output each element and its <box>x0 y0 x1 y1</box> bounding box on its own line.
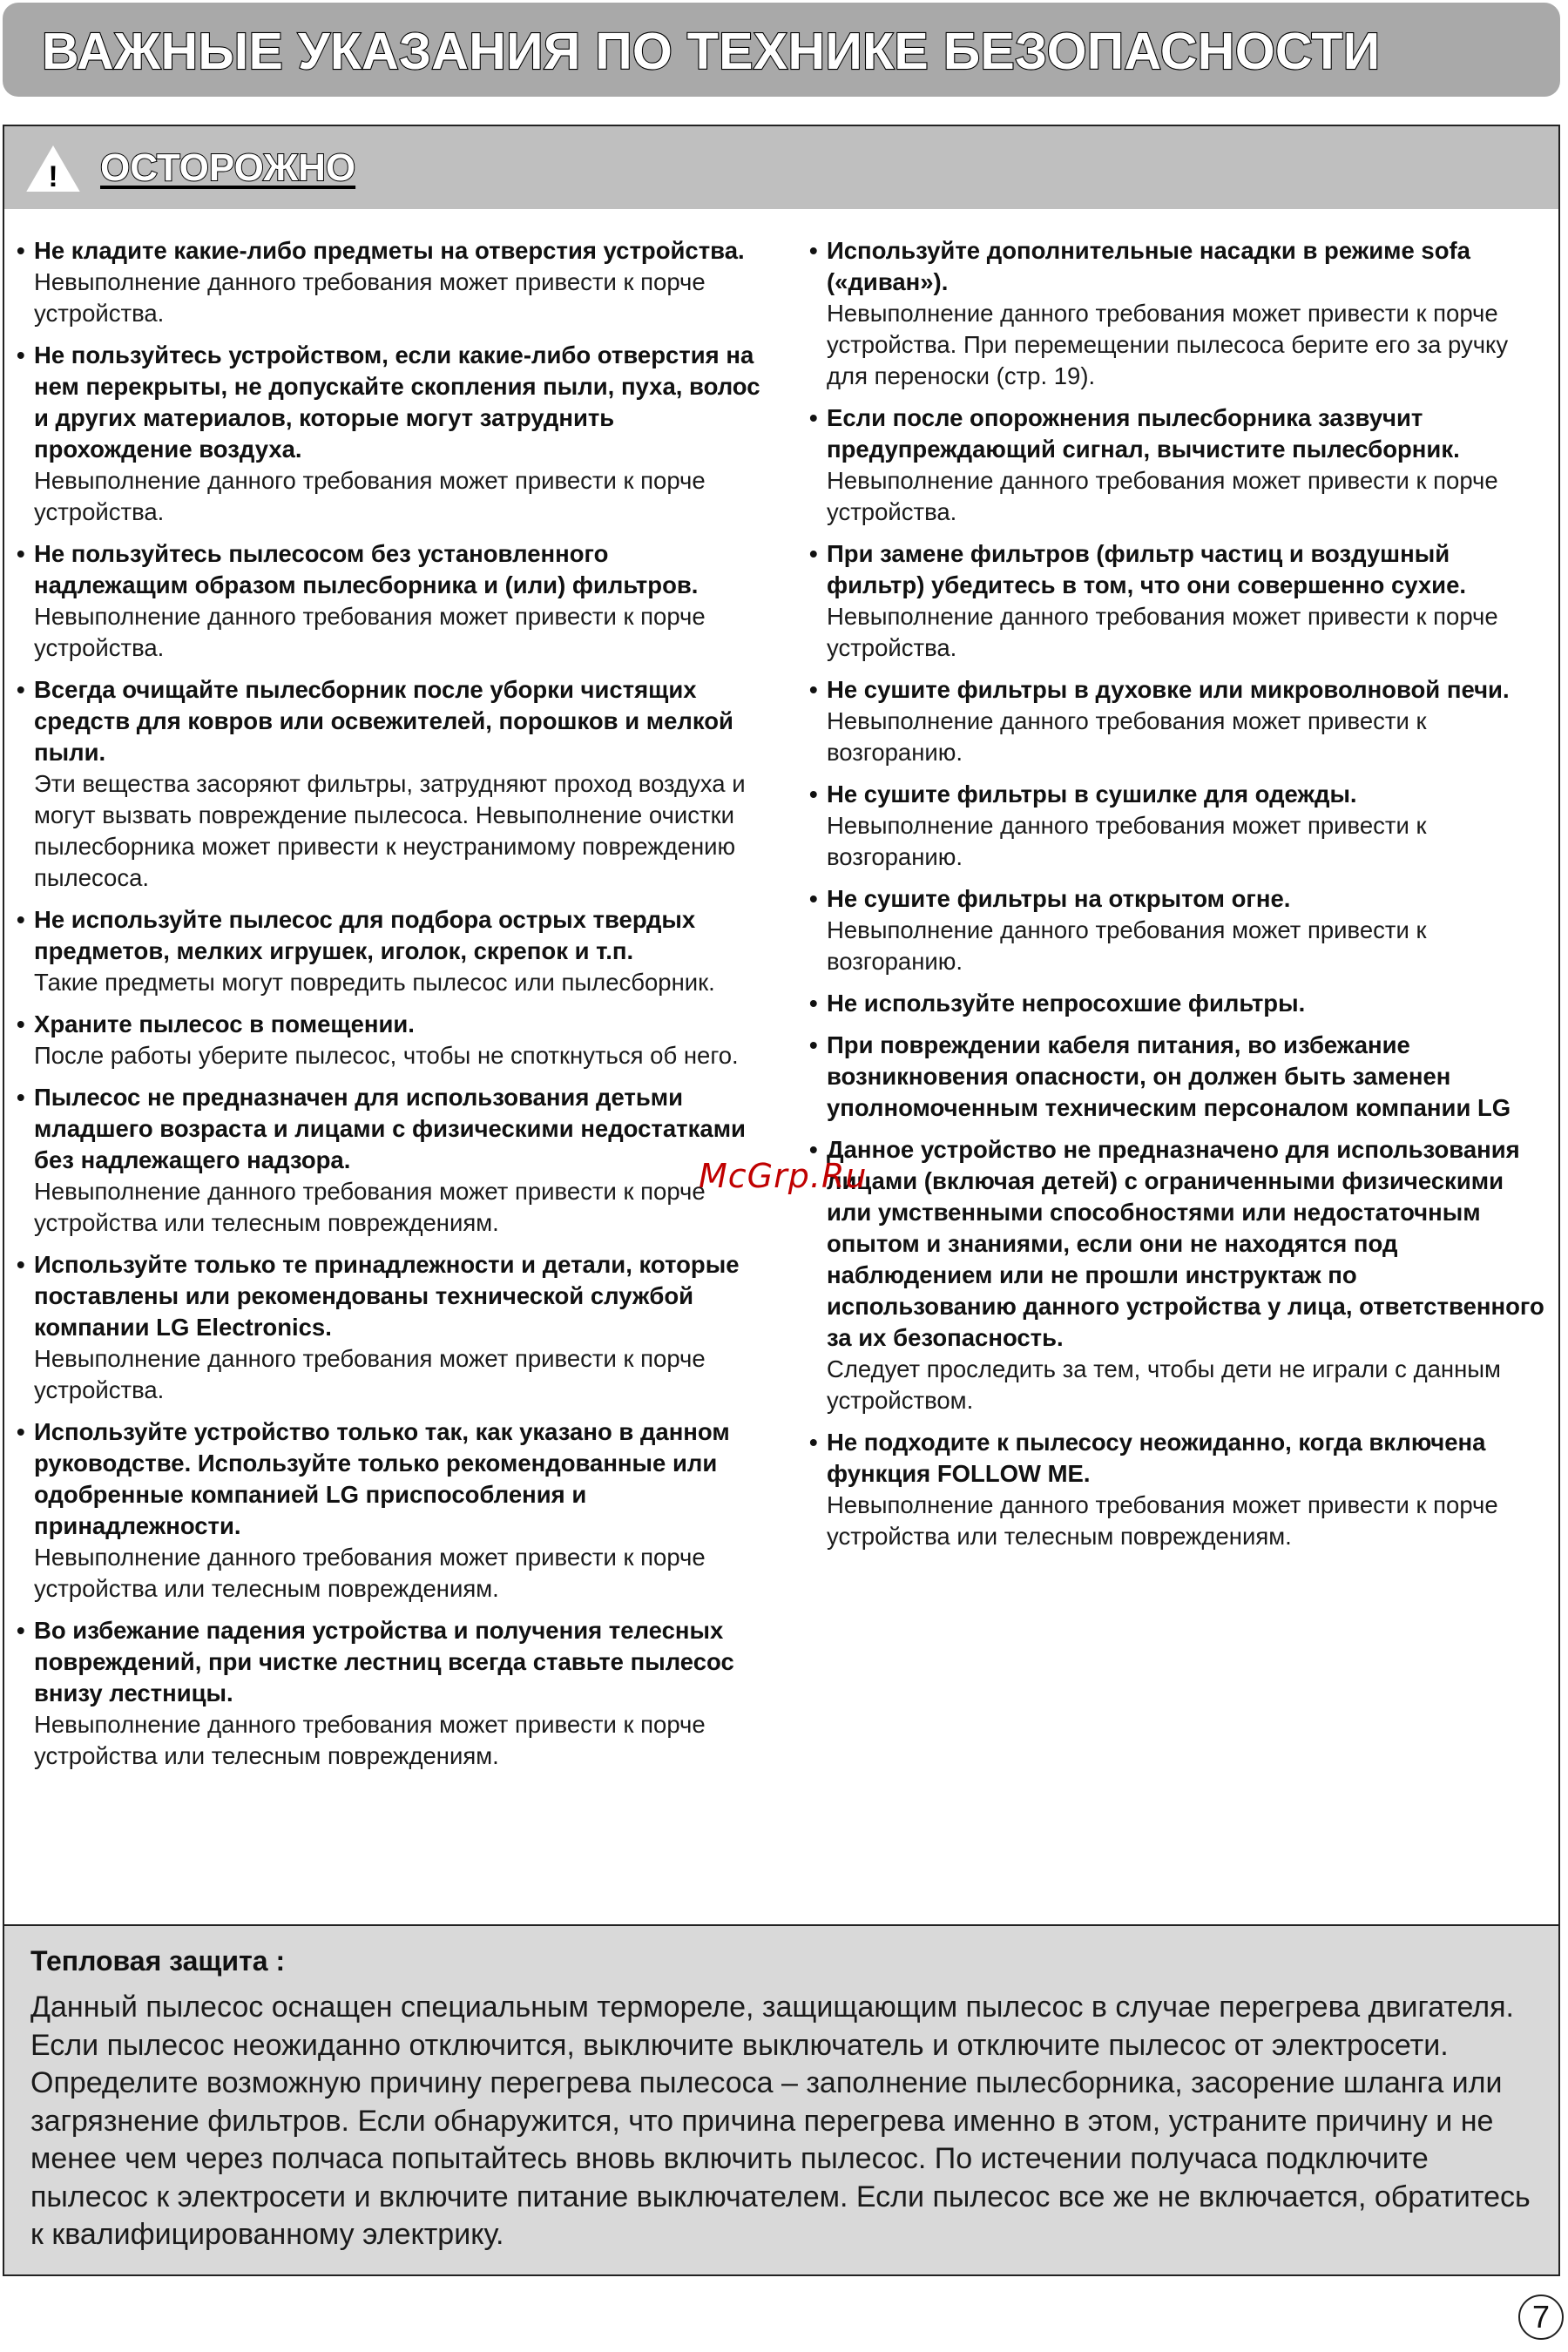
safety-item <box>17 1249 766 1406</box>
safety-item <box>17 235 766 329</box>
safety-item <box>809 402 1550 528</box>
safety-item-heading: При замене фильтров (фильтр частиц и воздушный фильтр) убедитесь в том, что они совершенно сухие. <box>827 540 1467 598</box>
safety-item <box>17 340 766 528</box>
safety-item-heading: Данное устройство не предназначено для использования лицами (включая детей) с ограниченными физическими или умственными способностями или недостаточным опытом и знаниями, если они не находятся под наблюдением или не прошли инструктаж по использованию данного устройства у лица, ответственного за их безопасность. <box>827 1136 1544 1351</box>
safety-item <box>809 988 1550 1019</box>
page-number: 7 <box>1518 2295 1564 2340</box>
safety-item-text: Невыполнение данного требования может привести к возгоранию. <box>827 812 1427 870</box>
safety-item <box>17 674 766 894</box>
safety-item-heading: Не используйте пылесос для подбора острых твердых предметов, мелких игрушек, иголок, скрепок и т.п. <box>34 906 696 964</box>
right-column <box>809 235 1550 1563</box>
safety-item-heading: Не подходите к пылесосу неожиданно, когда включена функция FOLLOW ME. <box>827 1429 1486 1487</box>
safety-item-heading: Во избежание падения устройства и получения телесных повреждений, при чистке лестниц всегда ставьте пылесос внизу лестницы. <box>34 1617 734 1707</box>
safety-item-heading: Используйте устройство только так, как указано в данном руководстве. Используйте только рекомендованные или одобренные компанией LG приспособления и принадлежности. <box>34 1418 730 1539</box>
warning-triangle-icon <box>26 145 80 193</box>
safety-item-heading: Не пользуйтесь устройством, если какие-либо отверстия на нем перекрыты, не допускайте скопления пыли, пуха, волос и других материалов, которые могут затруднить прохождение воздуха. <box>34 341 760 463</box>
safety-item-text: Эти вещества засоряют фильтры, затрудняют проход воздуха и могут вызвать повреждение пылесоса. Невыполнение очистки пылесборника может привести к неустранимому повреждению пылесоса. <box>34 770 746 891</box>
caution-box <box>3 125 1560 2276</box>
safety-item-text: Невыполнение данного требования может привести к порче устройства или телесным повреждениям. <box>827 1491 1498 1550</box>
bullet: • <box>809 237 818 264</box>
safety-item <box>17 1082 766 1239</box>
safety-item-heading: Пылесос не предназначен для использования детьми младшего возраста и лицами с физическими недостатками без надлежащего надзора. <box>34 1084 746 1173</box>
bullet: • <box>809 540 818 567</box>
bullet: • <box>17 676 25 703</box>
safety-item-text: Невыполнение данного требования может привести к порче устройства. <box>34 603 706 661</box>
safety-item-text: Невыполнение данного требования может привести к порче устройства или телесным повреждениям. <box>34 1544 706 1602</box>
thermal-protection-box <box>4 1924 1558 2274</box>
title-bar <box>3 3 1560 97</box>
bullet: • <box>17 1010 25 1037</box>
safety-item-text: Следует проследить за тем, чтобы дети не играли с данным устройством. <box>827 1355 1501 1414</box>
safety-item <box>809 235 1550 392</box>
safety-item <box>17 1009 766 1071</box>
bullet: • <box>17 1084 25 1111</box>
safety-item-heading: Используйте только те принадлежности и детали, которые поставлены или рекомендованы технической службой компании LG Electronics. <box>34 1251 740 1341</box>
safety-item-heading: Храните пылесос в помещении. <box>34 1010 415 1037</box>
thermal-text: Данный пылесос оснащен специальным термореле, защищающим пылесос в случае перегрева двигателя. Если пылесос неожиданно отключится, выключите выключатель и отключите пылесос от электросети. Определите возможную причину перегрева пылесоса – заполнение пылесборника, засорение шланга или загрязнение фильтров. Если обнаружится, что причина перегрева именно в этом, устраните причину и не менее чем через полчаса попытайтесь вновь включить пылесос. По истечении получаса подключите пылесос к электросети и включите питание выключателем. Если пылесос все же не включается, обратитесь к квалифицированному электрику. <box>30 1990 1531 2251</box>
safety-item-heading: При повреждении кабеля питания, во избежание возникновения опасности, он должен быть заменен уполномоченным техническим персоналом компании LG <box>827 1031 1511 1121</box>
bullet: • <box>809 885 818 912</box>
safety-item-text: Невыполнение данного требования может привести к порче устройства. <box>34 1345 706 1403</box>
safety-item-heading: Если после опорожнения пылесборника зазвучит предупреждающий сигнал, вычистите пылесборник. <box>827 404 1460 463</box>
safety-item-heading: Всегда очищайте пылесборник после уборки чистящих средств для ковров или освежителей, порошков и мелкой пыли. <box>34 676 733 766</box>
bullet: • <box>809 676 818 703</box>
caution-header <box>4 126 1558 209</box>
safety-item <box>17 1416 766 1605</box>
safety-item-heading: Не сушите фильтры на открытом огне. <box>827 885 1291 912</box>
bullet: • <box>17 1251 25 1278</box>
bullet: • <box>809 404 818 431</box>
safety-item-text: Невыполнение данного требования может привести к возгоранию. <box>827 916 1427 975</box>
safety-item-heading: Не используйте непросохшие фильтры. <box>827 990 1306 1017</box>
watermark: McGrp.Ru <box>699 1157 868 1195</box>
safety-item <box>809 1134 1550 1416</box>
bullet: • <box>809 990 818 1017</box>
bullet: • <box>809 781 818 808</box>
bullet: • <box>17 237 25 264</box>
safety-item-text: Невыполнение данного требования может привести к порче устройства или телесным повреждениям. <box>34 1711 706 1769</box>
safety-item <box>17 538 766 664</box>
safety-item-text: Невыполнение данного требования может привести к порче устройства. <box>34 268 706 327</box>
safety-item <box>809 1427 1550 1552</box>
bullet: • <box>809 1031 818 1058</box>
warning-mark: ! <box>48 160 58 193</box>
safety-item <box>809 674 1550 768</box>
bullet: • <box>17 1617 25 1644</box>
safety-item-heading: Не кладите какие-либо предметы на отверстия устройства. <box>34 237 745 264</box>
safety-item <box>17 904 766 998</box>
bullet: • <box>809 1136 818 1163</box>
safety-item <box>809 883 1550 977</box>
safety-item <box>809 779 1550 873</box>
safety-item-text: Невыполнение данного требования может привести к порче устройства. При перемещении пылесоса берите его за ручку для переноски (стр. 19). <box>827 300 1509 389</box>
caution-title: ОСТОРОЖНО <box>100 146 356 189</box>
bullet: • <box>17 1418 25 1445</box>
bullet: • <box>17 341 25 368</box>
thermal-title: Тепловая защита : <box>30 1945 286 1977</box>
safety-item-heading: Не сушите фильтры в духовке или микроволновой печи. <box>827 676 1510 703</box>
safety-item <box>809 538 1550 664</box>
safety-item-heading: Используйте дополнительные насадки в режиме sofa («диван»). <box>827 237 1470 295</box>
left-column <box>17 235 766 1782</box>
safety-item-text: Невыполнение данного требования может привести к порче устройства. <box>827 467 1498 525</box>
safety-item-text: Невыполнение данного требования может привести к порче устройства. <box>34 467 706 525</box>
safety-item-text: Невыполнение данного требования может привести к порче устройства или телесным повреждениям. <box>34 1178 706 1236</box>
safety-item <box>17 1615 766 1772</box>
safety-item-text: После работы уберите пылесос, чтобы не споткнуться об него. <box>34 1042 739 1069</box>
safety-item-heading: Не сушите фильтры в сушилке для одежды. <box>827 781 1357 808</box>
safety-item-text: Такие предметы могут повредить пылесос или пылесборник. <box>34 969 715 996</box>
bullet: • <box>809 1429 818 1456</box>
safety-item-heading: Не пользуйтесь пылесосом без установленного надлежащим образом пылесборника и (или) фильтров. <box>34 540 699 598</box>
page-title: ВАЖНЫЕ УКАЗАНИЯ ПО ТЕХНИКЕ БЕЗОПАСНОСТИ <box>42 23 1381 80</box>
safety-item <box>809 1030 1550 1124</box>
safety-item-text: Невыполнение данного требования может привести к возгоранию. <box>827 707 1427 766</box>
bullet: • <box>17 540 25 567</box>
bullet: • <box>17 906 25 933</box>
safety-item-text: Невыполнение данного требования может привести к порче устройства. <box>827 603 1498 661</box>
